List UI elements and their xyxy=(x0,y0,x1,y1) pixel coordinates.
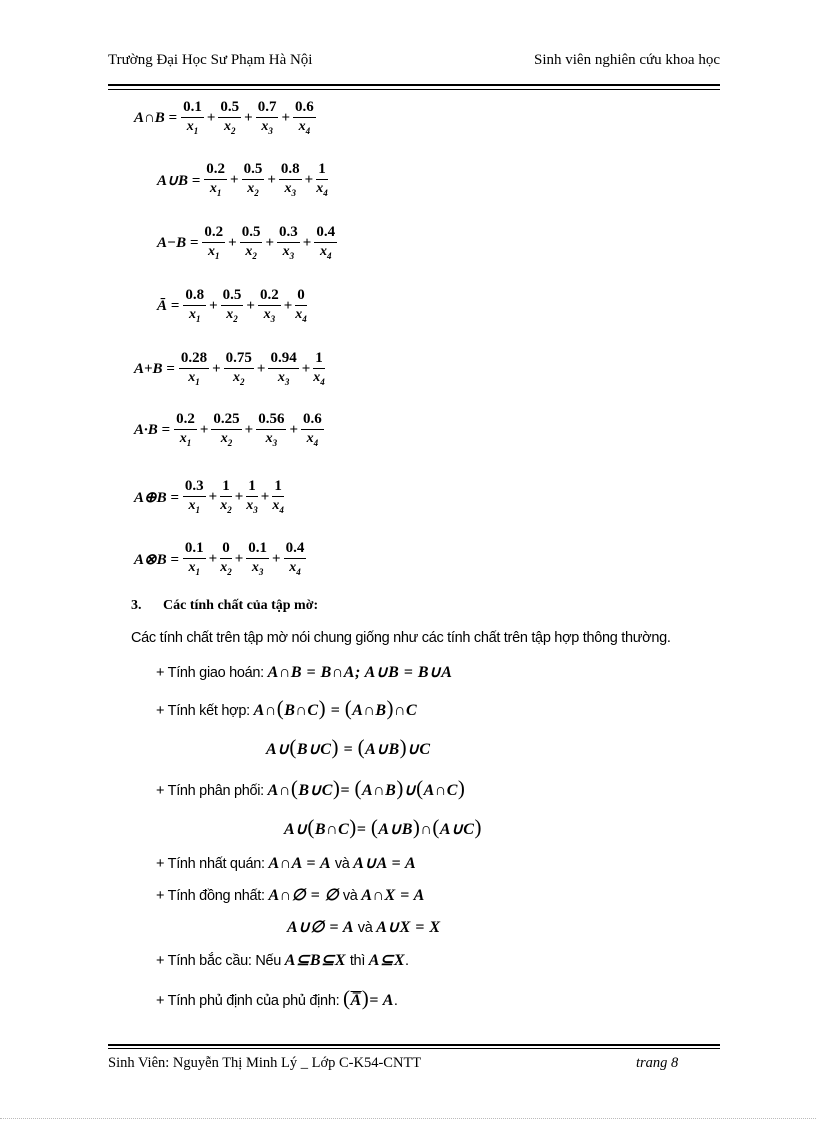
denominator: $x_4$ xyxy=(316,181,328,198)
denominator: $x_4$ xyxy=(295,307,307,324)
numerator: 0.4 xyxy=(314,223,337,243)
plus-sign: + xyxy=(234,489,244,506)
fraction-term xyxy=(301,410,324,452)
numerator: 0.56 xyxy=(256,410,286,430)
prop-label: + Tính phủ định của phủ định: xyxy=(156,993,340,1009)
plus-sign: + xyxy=(228,235,237,252)
formula-lhs: A·B = xyxy=(134,422,171,439)
plus-sign: + xyxy=(208,551,218,568)
formula: (A̅)= A xyxy=(343,986,394,1010)
plus-sign: + xyxy=(302,235,312,252)
numerator: 1 xyxy=(316,160,328,180)
fraction-term xyxy=(313,349,325,391)
fraction-term xyxy=(183,286,206,328)
footer-rule-thick xyxy=(108,1044,720,1046)
prop-identity xyxy=(156,885,425,905)
numerator: 0.2 xyxy=(174,410,197,430)
fraction-term xyxy=(181,98,204,140)
fraction-term xyxy=(204,160,227,202)
fraction-term xyxy=(183,477,206,519)
numerator: 0 xyxy=(220,539,232,559)
fraction-term xyxy=(277,223,300,265)
section-number: 3. xyxy=(131,598,142,613)
fraction-term xyxy=(256,410,286,452)
formula: A∪A = A xyxy=(353,855,417,872)
conj: và xyxy=(342,888,358,904)
numerator: 0.1 xyxy=(246,539,269,559)
denominator: $x_1$ xyxy=(179,431,192,448)
formula-row xyxy=(157,223,338,265)
prop-label: + Tính kết hợp: xyxy=(156,703,250,719)
formula: A⊆X xyxy=(368,952,406,969)
section-title: Các tính chất của tập mờ: xyxy=(163,598,319,613)
denominator: $x_3$ xyxy=(263,307,276,324)
prop-distributive-2 xyxy=(284,815,482,840)
denominator: $x_1$ xyxy=(188,307,201,324)
prop-distributive xyxy=(156,776,465,801)
fraction-term xyxy=(220,477,232,519)
denominator: $x_3$ xyxy=(261,119,273,136)
footer-rule-thin xyxy=(108,1048,720,1049)
formula: A∪(B∩C)= (A∪B)∩(A∪C) xyxy=(284,815,482,839)
numerator: 0.94 xyxy=(268,349,298,369)
plus-sign: + xyxy=(304,172,314,189)
denominator: $x_1$ xyxy=(208,244,220,261)
denominator: $x_1$ xyxy=(186,119,199,136)
numerator: 0.5 xyxy=(221,286,244,306)
denominator: $x_3$ xyxy=(284,181,297,198)
formula-lhs: A⊗B = xyxy=(134,552,179,569)
formula-row xyxy=(134,98,317,140)
numerator: 0 xyxy=(295,286,307,306)
prop-associative xyxy=(156,696,417,721)
prop-label: + Tính phân phối: xyxy=(156,783,264,799)
plus-sign: + xyxy=(283,298,293,315)
formula-lhs: A∪B = xyxy=(157,173,201,190)
formula: A⊆B⊆X xyxy=(284,952,347,969)
prop-commutative xyxy=(156,662,452,682)
plus-sign: + xyxy=(256,361,266,378)
numerator: 0.1 xyxy=(181,98,204,118)
fraction-term xyxy=(179,349,209,391)
formula-lhs: Ā = xyxy=(157,298,180,315)
numerator: 0.2 xyxy=(204,160,227,180)
plus-sign: + xyxy=(267,172,276,189)
page-edge xyxy=(0,1118,816,1119)
denominator: $x_4$ xyxy=(298,119,311,136)
denominator: $x_4$ xyxy=(319,244,332,261)
numerator: 1 xyxy=(246,477,258,497)
plus-sign: + xyxy=(265,235,275,252)
plus-sign: + xyxy=(244,110,253,127)
intro-paragraph: Các tính chất trên tập mờ nói chung giống như các tính chất trên tập hợp thông thường. xyxy=(131,630,671,646)
numerator: 0.5 xyxy=(240,223,263,243)
numerator: 1 xyxy=(272,477,284,497)
fraction-term xyxy=(174,410,197,452)
prop-idempotent xyxy=(156,853,416,873)
denominator: $x_4$ xyxy=(313,370,325,387)
formula-lhs: A∩B = xyxy=(134,110,178,127)
numerator: 0.2 xyxy=(202,223,225,243)
page-number: trang 8 xyxy=(636,1055,679,1071)
plus-sign: + xyxy=(209,298,218,315)
denominator: $x_2$ xyxy=(220,431,233,448)
fraction-term xyxy=(224,349,254,391)
numerator: 0.25 xyxy=(211,410,241,430)
fraction-term xyxy=(221,286,244,328)
header-school: Trường Đại Học Sư Phạm Hà Nội xyxy=(108,52,313,68)
prop-double-negation: + Tính phủ định của phủ định: (A̅)= A. xyxy=(156,986,398,1010)
prop-transitive: + Tính bắc cầu: Nếu A⊆B⊆X thì A⊆X. xyxy=(156,952,409,969)
denominator: $x_4$ xyxy=(306,431,319,448)
fraction-term xyxy=(268,349,298,391)
denominator: $x_3$ xyxy=(282,244,295,261)
formula: A∩(B∩C) = (A∩B)∩C xyxy=(253,696,418,720)
plus-sign: + xyxy=(244,422,254,439)
formula: A∩A = A xyxy=(268,855,332,872)
fraction-term xyxy=(316,160,328,202)
formula-lhs: A+B = xyxy=(134,361,175,378)
conj: và xyxy=(334,856,350,872)
numerator: 0.3 xyxy=(183,477,206,497)
numerator: 0.1 xyxy=(183,539,206,559)
numerator: 0.3 xyxy=(277,223,300,243)
prop-associative-2 xyxy=(266,735,431,760)
denominator: $x_2$ xyxy=(233,370,245,387)
plus-sign: + xyxy=(289,422,298,439)
numerator: 0.5 xyxy=(242,160,265,180)
header-rule-thin xyxy=(108,89,720,90)
fraction-term xyxy=(242,160,265,202)
header-title: Sinh viên nghiên cứu khoa học xyxy=(533,52,720,68)
fraction-term xyxy=(211,410,241,452)
denominator: $x_3$ xyxy=(246,498,258,515)
plus-sign: + xyxy=(208,489,218,506)
fraction-term xyxy=(202,223,225,265)
fraction-term xyxy=(295,286,307,328)
plus-sign: + xyxy=(212,361,221,378)
fraction-term xyxy=(314,223,337,265)
denominator: $x_2$ xyxy=(226,307,238,324)
fraction-term xyxy=(284,539,307,581)
prop-label: + Tính giao hoán: xyxy=(156,665,264,681)
denominator: $x_3$ xyxy=(277,370,290,387)
fraction-term xyxy=(218,98,241,140)
plus-sign: + xyxy=(230,172,239,189)
numerator: 0.2 xyxy=(258,286,281,306)
fraction-term xyxy=(279,160,302,202)
formula: A∩B = B∩A; A∪B = B∪A xyxy=(267,664,453,681)
header-rule-thick xyxy=(108,84,720,86)
section-heading xyxy=(131,598,318,614)
formula-lhs: A⊕B = xyxy=(134,490,179,507)
conj: và xyxy=(357,920,373,936)
denominator: $x_1$ xyxy=(188,498,201,515)
denominator: $x_2$ xyxy=(247,181,259,198)
denominator: $x_3$ xyxy=(251,560,264,577)
plus-sign: + xyxy=(234,551,244,568)
formula-lhs: A−B = xyxy=(157,235,199,252)
plus-sign: + xyxy=(206,110,216,127)
fraction-term xyxy=(293,98,316,140)
fraction-term xyxy=(240,223,263,265)
numerator: 1 xyxy=(313,349,325,369)
fraction-term xyxy=(220,539,232,581)
formula-row xyxy=(134,349,326,391)
numerator: 1 xyxy=(220,477,232,497)
fraction-term xyxy=(258,286,281,328)
numerator: 0.5 xyxy=(218,98,241,118)
formula: A∩(B∪C)= (A∩B)∪(A∩C) xyxy=(267,776,466,800)
numerator: 0.6 xyxy=(293,98,316,118)
formula-row xyxy=(134,477,285,519)
plus-sign: + xyxy=(301,361,311,378)
fraction-term xyxy=(246,539,269,581)
prop-label: + Tính đồng nhất: xyxy=(156,888,265,904)
formula: A∪(B∪C) = (A∪B)∪C xyxy=(266,735,431,759)
formula-row xyxy=(157,286,308,328)
footer-author: Sinh Viên: Nguyễn Thị Minh Lý _ Lớp C-K54-CNTT xyxy=(108,1055,422,1071)
numerator: 0.28 xyxy=(179,349,209,369)
numerator: 0.75 xyxy=(224,349,254,369)
fraction-term xyxy=(183,539,206,581)
denominator: $x_2$ xyxy=(245,244,257,261)
denominator: $x_1$ xyxy=(188,560,201,577)
prop-label: + Tính nhất quán: xyxy=(156,856,265,872)
denominator: $x_2$ xyxy=(220,560,232,577)
prop-identity-2 xyxy=(287,917,441,937)
formula: A∩X = A xyxy=(361,887,425,904)
denominator: $x_4$ xyxy=(272,498,284,515)
plus-sign: + xyxy=(199,422,209,439)
plus-sign: + xyxy=(272,551,281,568)
denominator: $x_2$ xyxy=(220,498,232,515)
numerator: 0.6 xyxy=(301,410,324,430)
denominator: $x_1$ xyxy=(209,181,222,198)
plus-sign: + xyxy=(246,298,255,315)
denominator: $x_1$ xyxy=(188,370,200,387)
prop-label: + Tính bắc cầu: Nếu xyxy=(156,953,282,969)
fraction-term xyxy=(256,98,279,140)
numerator: 0.7 xyxy=(256,98,279,118)
formula-row xyxy=(157,160,329,202)
numerator: 0.8 xyxy=(183,286,206,306)
denominator: $x_4$ xyxy=(289,560,301,577)
formula: A∪∅ = A xyxy=(287,919,355,936)
formula: A∩∅ = ∅ xyxy=(268,887,340,904)
denominator: $x_3$ xyxy=(265,431,278,448)
fraction-term xyxy=(246,477,258,519)
fraction-term xyxy=(272,477,284,519)
formula-row xyxy=(134,410,325,452)
conj: thì xyxy=(349,953,366,969)
denominator: $x_2$ xyxy=(224,119,236,136)
numerator: 0.4 xyxy=(284,539,307,559)
formula-row xyxy=(134,539,307,581)
numerator: 0.8 xyxy=(279,160,302,180)
plus-sign: + xyxy=(260,489,270,506)
plus-sign: + xyxy=(281,110,291,127)
formula: A∪X = X xyxy=(376,919,441,936)
